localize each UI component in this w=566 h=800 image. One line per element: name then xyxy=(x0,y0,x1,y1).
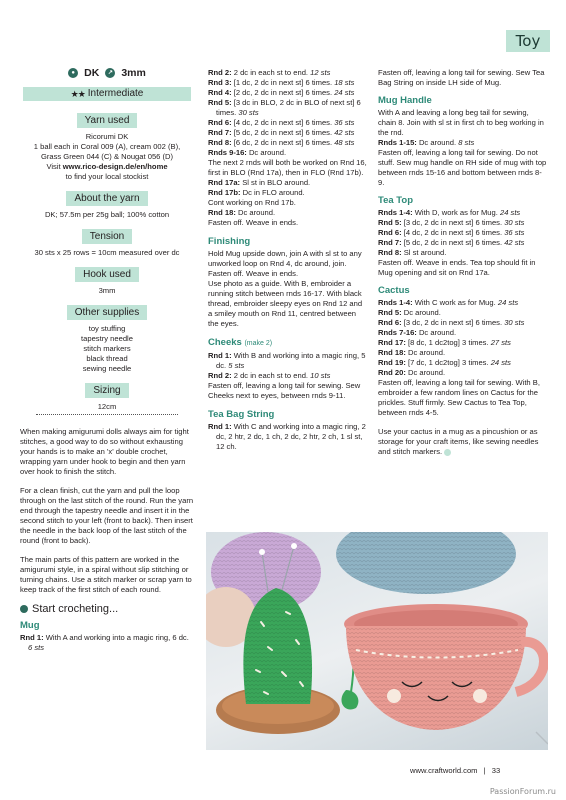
hook-size: 3mm xyxy=(121,67,146,79)
visit-prefix: Visit xyxy=(46,162,63,171)
cactus-round xyxy=(378,308,548,318)
supply-item: stitch markers xyxy=(83,344,131,353)
about-yarn-section xyxy=(20,191,194,220)
round-label: Rnds 9-16: xyxy=(208,148,247,157)
round-text: Sl st in BLO around. xyxy=(240,178,311,187)
supply-item: sewing needle xyxy=(82,364,132,373)
stitch-count: 12 sts xyxy=(310,68,331,77)
stitch-count: 27 sts xyxy=(490,338,511,347)
yarn-ball-icon: ● xyxy=(68,68,78,78)
supply-item: tapestry needle xyxy=(81,334,133,343)
sizing-section xyxy=(20,383,194,412)
stitch-count: 6 sts xyxy=(28,643,45,652)
mug-heading: Mug xyxy=(20,620,40,631)
cactus-and-mug-illustration xyxy=(206,532,548,750)
tip-paragraph: When making amigurumi dolls always aim for tight stitches, a good way to do so without exhausting your hands is to make an 'x' double crochet, wrapping yarn under hook to begin and then yarn over hook to finish the stitch. xyxy=(20,427,189,476)
finishing-text: Hold Mug upside down, join A with sl st to any unworked loop on Rnd 4, dc around, join. Fasten off. Weave in ends. xyxy=(208,249,362,278)
yarn-line: Grass Green 044 (C) & Nougat 056 (D) xyxy=(40,152,174,161)
round-label: Rnd 6: xyxy=(208,118,232,127)
teabag-round xyxy=(208,422,368,452)
cactus-round xyxy=(378,338,548,348)
tea-top-round xyxy=(378,228,548,238)
stitch-count: 8 sts xyxy=(458,138,475,147)
cactus-rounds-list xyxy=(378,298,548,378)
round-note: The next 2 rnds will both be worked on Rnd 16, first in BLO (Rnd 17a), then in FLO (Rnd 17b). xyxy=(208,158,367,177)
cheeks-round xyxy=(208,351,368,371)
right-cheek xyxy=(473,689,487,703)
stitch-count: 24 sts xyxy=(497,298,519,307)
round-text: [2 dc, 2 dc in next st] 6 times. xyxy=(231,88,335,97)
tea-top-round xyxy=(378,248,548,258)
footer-site[interactable]: www.craftworld.com xyxy=(410,766,478,775)
round-label: Rnd 5: xyxy=(378,218,402,227)
tea-top-round xyxy=(378,218,548,228)
supply-item: toy stuffing xyxy=(88,324,126,333)
round-label: Rnd 7: xyxy=(378,238,402,247)
visit-suffix: to find your local stockist xyxy=(65,172,149,181)
right-column xyxy=(378,68,548,457)
tea-top-heading: Tea Top xyxy=(378,195,414,206)
round-text: [3 dc, 2 dc in next st] 6 times. xyxy=(401,318,505,327)
round-text: Dc around. xyxy=(235,208,276,217)
round-label: Rnd 6: xyxy=(378,228,402,237)
spacer xyxy=(378,418,548,427)
cheeks-fasten: Fasten off, leaving a long tail for sewing. Sew Cheeks next to eyes, between rnds 9-11. xyxy=(208,381,361,400)
yarn-used-heading: Yarn used xyxy=(77,113,138,128)
hook-icon: ↗ xyxy=(105,68,115,78)
difficulty-level: Intermediate xyxy=(87,88,144,99)
mug-round xyxy=(208,208,368,218)
round-text: Dc around. xyxy=(405,348,446,357)
round-text: With A and working into a magic ring, 6 dc. xyxy=(43,633,189,642)
round-label: Rnd 17a: xyxy=(208,178,241,187)
tea-bag-tag xyxy=(341,690,358,709)
stitch-count: 36 sts xyxy=(334,118,355,127)
round-text: [5 dc, 2 dc in next st] 6 times. xyxy=(231,128,335,137)
about-yarn-heading: About the yarn xyxy=(66,191,147,206)
page-number: 33 xyxy=(491,766,501,775)
difficulty-stars: ★★ xyxy=(70,89,85,99)
tea-top-fasten: Fasten off. Weave in ends. Tea top should fit in Mug opening and sit on Rnd 17a. xyxy=(378,258,536,277)
round-label: Rnd 20: xyxy=(378,368,406,377)
left-column xyxy=(20,68,194,653)
hook-used-heading: Hook used xyxy=(75,267,139,282)
teabag-heading: Tea Bag String xyxy=(208,409,275,420)
middle-column xyxy=(208,68,368,452)
fasten-note: Fasten off. Weave in ends. xyxy=(208,218,299,227)
section-tab: Toy xyxy=(506,30,550,52)
mug-round xyxy=(208,138,368,148)
mug-round xyxy=(208,178,368,188)
round-text: Dc around. xyxy=(405,368,446,377)
stitch-count: 30 sts xyxy=(504,218,525,227)
round-label: Rnd 8: xyxy=(208,138,232,147)
finishing-heading: Finishing xyxy=(208,236,251,247)
supply-item: black thread xyxy=(86,354,128,363)
start-crocheting-label: Start crocheting... xyxy=(32,603,119,615)
finishing-text: Use photo as a guide. With B, embroider a running stitch between rnds 16-17. With black thread, embroider sleepy eyes on Rnd 12 and a smiley mouth on Rnd 11, centred between the eyes. xyxy=(208,279,363,328)
cheeks-title: Cheeks xyxy=(208,337,242,348)
round-label: Rnd 17b: xyxy=(208,188,241,197)
mug-round xyxy=(208,98,368,118)
cactus-round xyxy=(378,298,548,308)
cactus-round xyxy=(378,358,548,368)
other-supplies-section xyxy=(20,305,194,374)
cheeks-make-note: (make 2) xyxy=(244,340,273,347)
cheeks-round xyxy=(208,371,368,381)
stitch-count: 36 sts xyxy=(504,228,525,237)
sizing-text: 12cm xyxy=(97,402,117,411)
sizing-heading: Sizing xyxy=(85,383,128,398)
stitch-count: 30 sts xyxy=(238,108,259,117)
stitch-count: 24 sts xyxy=(490,358,511,367)
bullet-icon xyxy=(20,605,28,613)
round-label: Rnd 17: xyxy=(378,338,406,347)
handle-text: With A and leaving a long beg tail for sewing, chain 8. Join with sl st in first ch to beg working in the rnd. xyxy=(378,108,544,137)
stitch-count: 5 sts xyxy=(228,361,245,370)
handle-fasten: Fasten off, leaving a long tail for sewing. Do not stuff. Sew mug handle on RH side of mug with top between rnds 15-16 and bottom between rnds 8-9. xyxy=(378,148,547,187)
watermark: PassionForum.ru xyxy=(489,787,556,796)
needle xyxy=(536,732,548,744)
mug-handle-heading: Mug Handle xyxy=(378,95,432,106)
mug-texture xyxy=(346,626,526,730)
round-text: [1 dc, 2 dc in next st] 6 times. xyxy=(231,78,335,87)
teabag-fasten: Fasten off, leaving a long tail for sewing. Sew Tea Bag String on inside LH side of Mug. xyxy=(378,68,545,87)
round-label: Rnd 18: xyxy=(378,348,406,357)
cactus-round xyxy=(378,318,548,328)
round-text: [4 dc, 2 dc in next st] 6 times. xyxy=(401,228,505,237)
tea-top-round xyxy=(378,238,548,248)
round-text: Dc around. xyxy=(401,308,441,317)
round-label: Rnd 1: xyxy=(20,633,44,642)
yarn-texture xyxy=(336,532,516,594)
round-label: Rnd 5: xyxy=(208,98,232,107)
difficulty-banner xyxy=(23,87,191,101)
stitch-count: 42 sts xyxy=(334,128,355,137)
mug-round xyxy=(20,633,194,653)
tea-top-rounds-list xyxy=(378,208,548,258)
round-text: Dc in FLO around. xyxy=(240,188,305,197)
stitch-count: 30 sts xyxy=(504,318,525,327)
round-label: Rnds 1-4: xyxy=(378,298,413,307)
start-crocheting-heading xyxy=(20,604,194,614)
round-label: Rnd 5: xyxy=(378,308,402,317)
round-label: Rnds 7-16: xyxy=(378,328,417,337)
yarn-hook-summary xyxy=(20,68,194,78)
round-text: With D, work as for Mug. xyxy=(412,208,500,217)
about-yarn-text: DK; 57.5m per 25g ball; 100% cotton xyxy=(44,210,170,219)
stitch-count: 24 sts xyxy=(499,208,521,217)
cactus-round xyxy=(378,368,548,378)
visit-line xyxy=(20,162,194,172)
round-text: With C and working into a magic ring, 2 dc, 2 htr, 2 dc, 1 ch, 2 dc, 2 htr, 2 ch, 1 sl st, 12 ch. xyxy=(216,422,366,451)
round-text: [6 dc, 2 dc in next st] 6 times. xyxy=(231,138,335,147)
round-text: Dc around. xyxy=(416,138,459,147)
cactus-heading: Cactus xyxy=(378,285,410,296)
round-text: [3 dc, 2 dc in next st] 6 times. xyxy=(401,218,505,227)
round-text: With C work as for Mug. xyxy=(412,298,498,307)
end-mark-icon xyxy=(444,449,451,456)
handle-round xyxy=(378,138,548,148)
cactus-fasten: Fasten off, leaving a long tail for sewing. With B, embroider a few random lines on Cactus for the prickles. Stuff firmly. Sew Cactus to Tea Top, between rnds 4-5. xyxy=(378,378,540,417)
hook-used-text: 3mm xyxy=(98,286,116,295)
round-text: [3 dc in BLO, 2 dc in BLO of next st] 6 times. xyxy=(216,98,361,117)
round-text: Dc around. xyxy=(416,328,457,337)
round-label: Rnd 3: xyxy=(208,78,232,87)
round-text: 2 dc in each st to end. xyxy=(231,68,311,77)
tip-paragraph: The main parts of this pattern are worked in the amigurumi style, in a spiral without slip stitching or turning chains. Use a stitch marker or scrap yarn to keep track of the first stitch of each round. xyxy=(20,555,192,594)
closing-sentence: Use your cactus in a mug as a pincushion or as storage for your craft items, like sewing needles and stitch markers. xyxy=(378,427,539,456)
round-label: Rnd 19: xyxy=(378,358,406,367)
yarn-weight: DK xyxy=(84,67,100,79)
yarn-line: Ricorumi DK xyxy=(85,132,129,141)
round-label: Rnd 1: xyxy=(208,422,232,431)
round-text: [7 dc, 1 dc2tog] 3 times. xyxy=(405,358,491,367)
round-label: Rnd 1: xyxy=(208,351,232,360)
rico-link[interactable]: www.rico-design.de/en/home xyxy=(62,162,168,171)
round-text: Sl st around. xyxy=(401,248,447,257)
round-text: With B and working into a magic ring, 5 dc. xyxy=(216,351,366,370)
mug-round xyxy=(208,118,368,128)
tip-paragraph: For a clean finish, cut the yarn and pull the loop through on the last stitch of the round. Run the yarn end through the tapestry needle and insert it in the second stitch to your left (front to back). Then insert the needle in the back loop of the last stitch of the round (front to back). xyxy=(20,486,194,545)
round-label: Rnd 6: xyxy=(378,318,402,327)
round-label: Rnds 1-4: xyxy=(378,208,413,217)
mug-round xyxy=(208,148,368,158)
round-label: Rnd 18: xyxy=(208,208,236,217)
stitch-count: 48 sts xyxy=(334,138,355,147)
round-text: [8 dc, 1 dc2tog] 3 times. xyxy=(405,338,491,347)
round-text: [4 dc, 2 dc in next st] 6 times. xyxy=(231,118,335,127)
stitch-count: 24 sts xyxy=(334,88,355,97)
closing-text xyxy=(378,427,548,457)
tea-top-round xyxy=(378,208,548,218)
stitch-count: 42 sts xyxy=(504,238,525,247)
round-label: Rnd 8: xyxy=(378,248,402,257)
round-label: Rnd 7: xyxy=(208,128,232,137)
project-photo xyxy=(206,532,548,750)
pin-head xyxy=(291,543,297,549)
mug-round xyxy=(208,128,368,138)
left-cheek xyxy=(387,689,401,703)
tension-section xyxy=(20,229,194,258)
cactus-round xyxy=(378,328,548,338)
continue-note: Cont working on Rnd 17b. xyxy=(208,198,296,207)
tension-heading: Tension xyxy=(82,229,132,244)
mug-round xyxy=(208,188,368,198)
stitch-count: 18 sts xyxy=(334,78,355,87)
page-footer xyxy=(410,766,500,775)
yarn-used-section xyxy=(20,113,194,182)
round-label: Rnds 1-15: xyxy=(378,138,417,147)
round-text: Dc around. xyxy=(246,148,287,157)
round-text: 2 dc in each st to end. xyxy=(231,371,311,380)
dotted-divider xyxy=(36,414,178,415)
footer-separator: | xyxy=(483,766,486,775)
round-label: Rnd 2: xyxy=(208,68,232,77)
round-label: Rnd 4: xyxy=(208,88,232,97)
mug-rounds-list xyxy=(208,68,368,158)
cactus-round xyxy=(378,348,548,358)
mug-round xyxy=(208,68,368,78)
round-label: Rnd 2: xyxy=(208,371,232,380)
stitch-count: 10 sts xyxy=(310,371,331,380)
mug-round xyxy=(208,88,368,98)
mug-round xyxy=(208,78,368,88)
round-text: [5 dc, 2 dc in next st] 6 times. xyxy=(401,238,505,247)
hook-used-section xyxy=(20,267,194,296)
other-supplies-heading: Other supplies xyxy=(67,305,147,320)
cheeks-heading xyxy=(208,337,368,350)
pin-head xyxy=(259,549,265,555)
tension-text: 30 sts x 25 rows = 10cm measured over dc xyxy=(34,248,180,257)
yarn-line: 1 ball each in Coral 009 (A), cream 002 (B), xyxy=(33,142,181,151)
